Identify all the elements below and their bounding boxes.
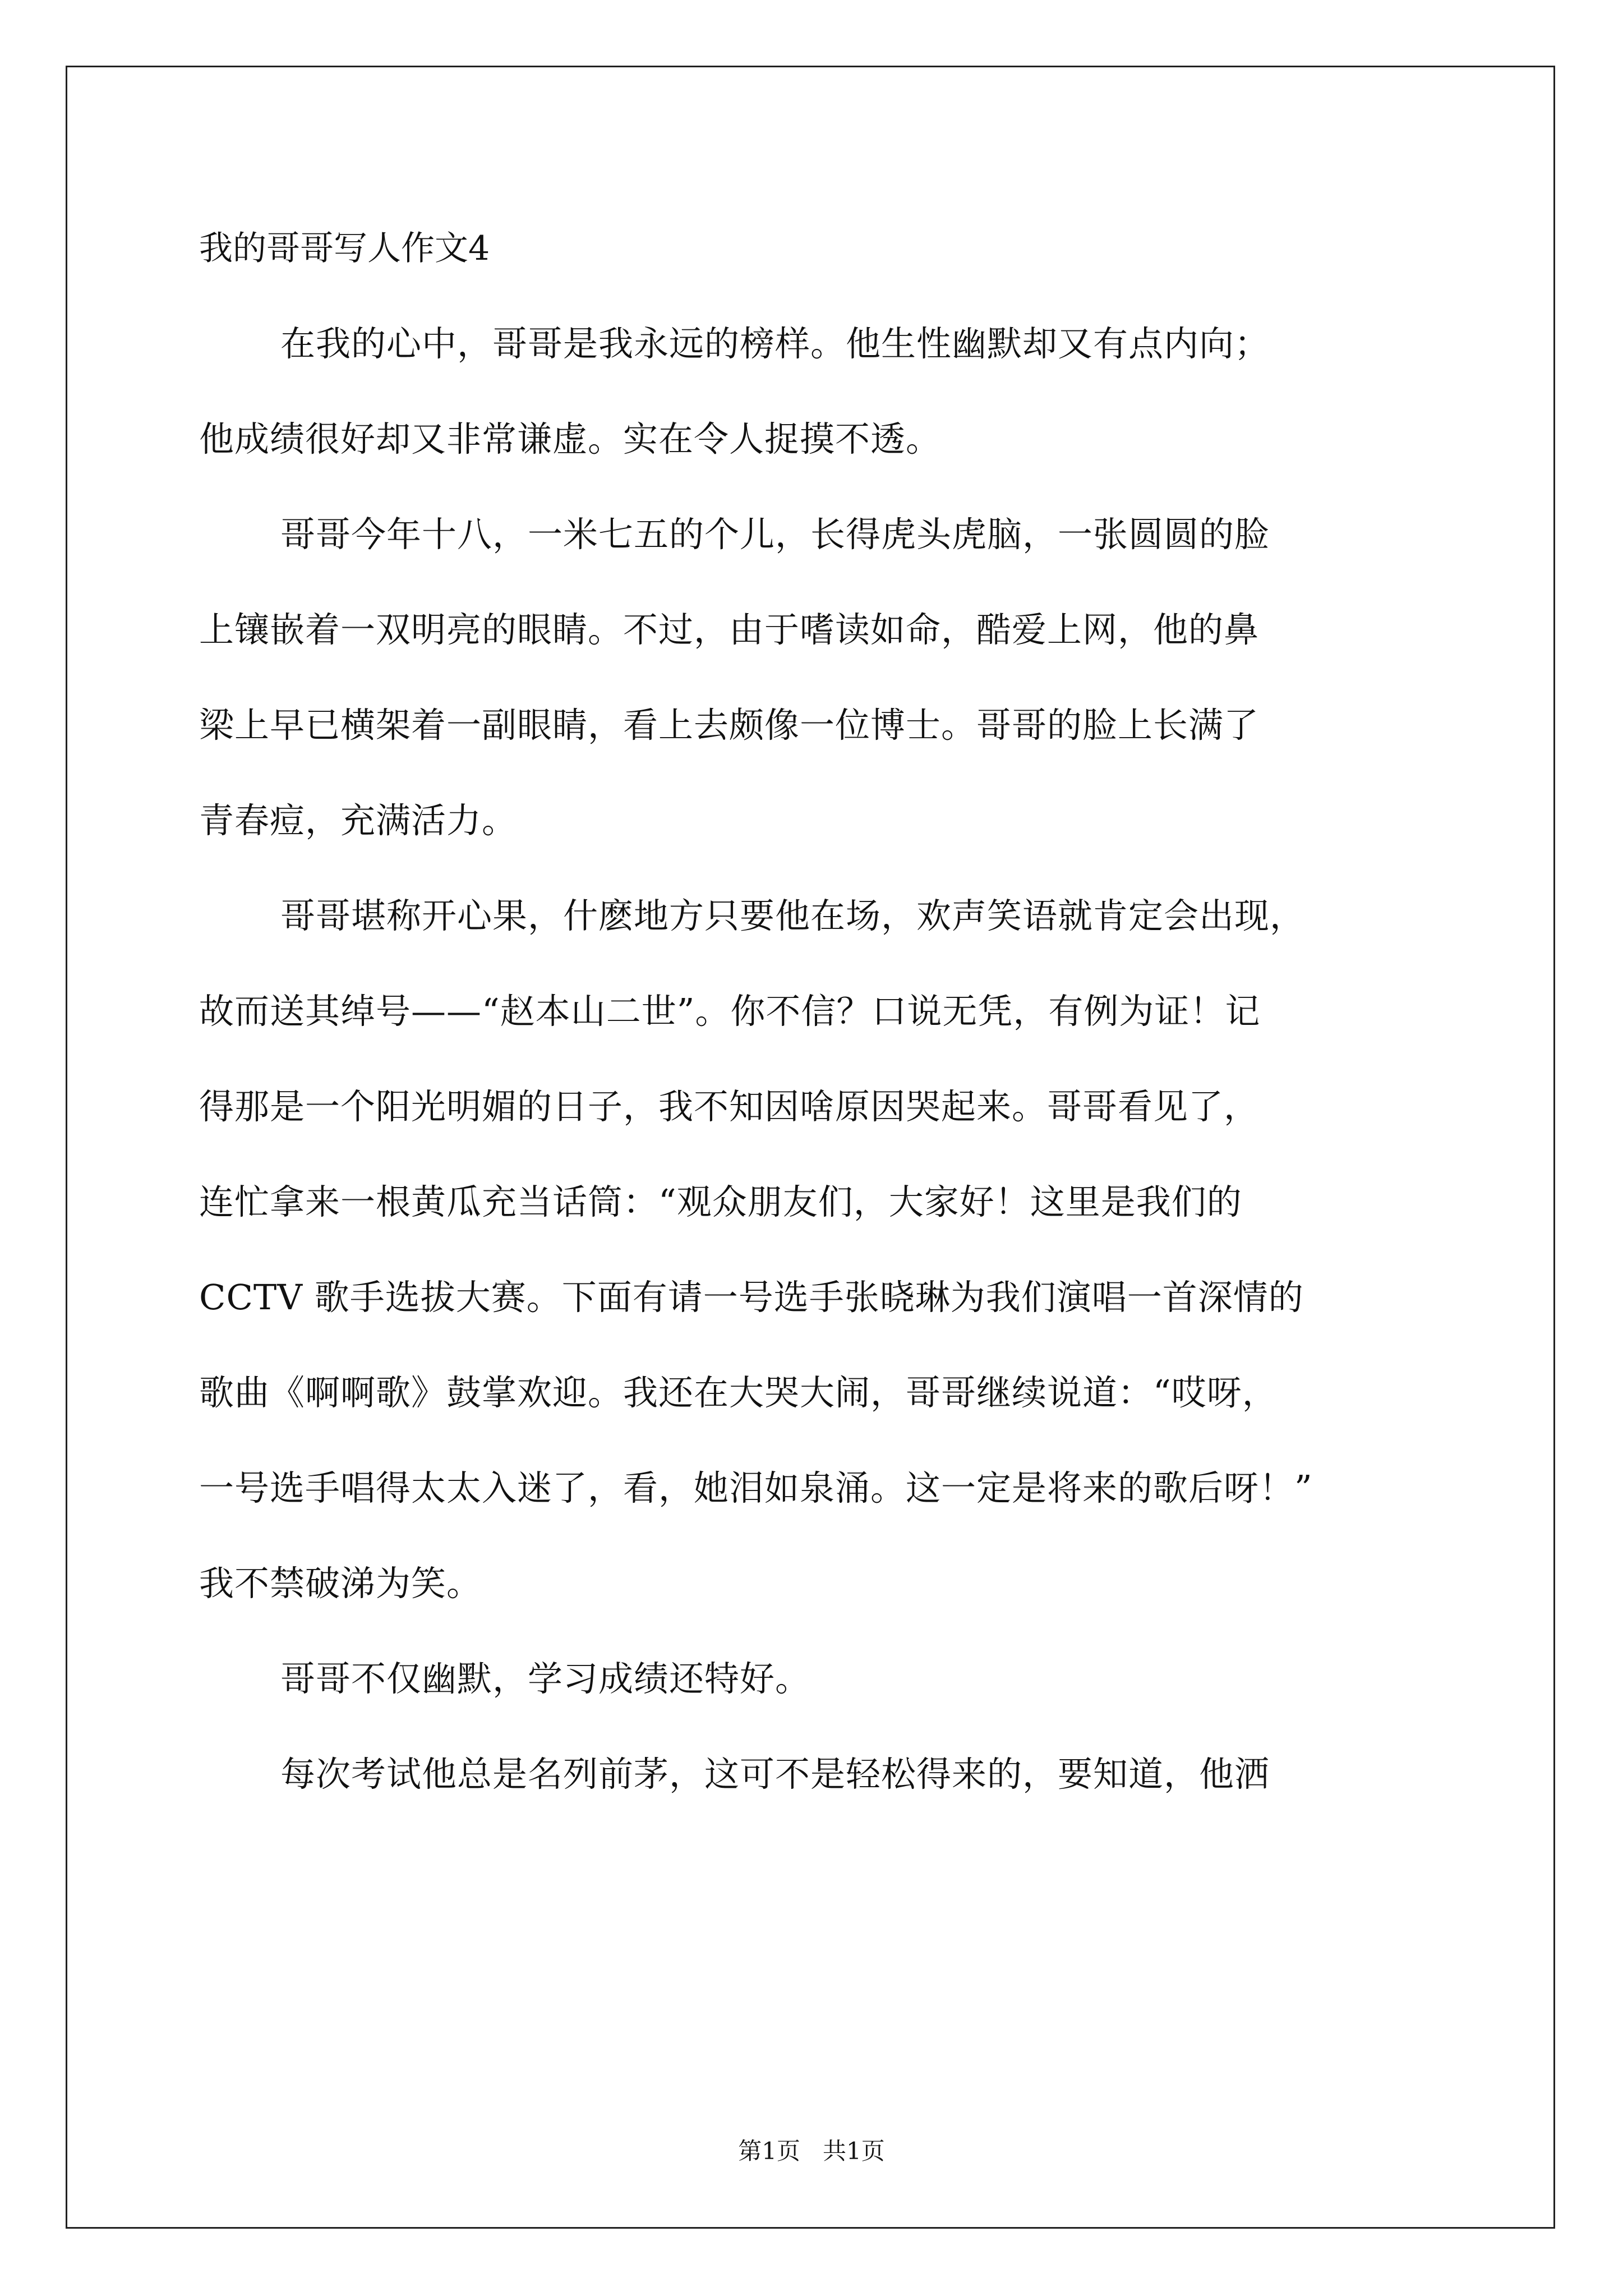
paragraph-5-line-1: 每次考试他总是名列前茅，这可不是轻松得来的，要知道，他洒 bbox=[280, 1754, 1270, 1795]
paragraph-3-line-2: 故而送其绰号——“赵本山二世”。你不信？口说无凭，有例为证！记 bbox=[199, 991, 1261, 1032]
paragraph-3-line-1: 哥哥堪称开心果，什麽地方只要他在场，欢声笑语就肯定会出现， bbox=[280, 895, 1306, 936]
page-number-footer: 第1页 共1页 bbox=[738, 2137, 885, 2165]
paragraph-3-line-6: 歌曲《啊啊歌》鼓掌欢迎。我还在大哭大闹，哥哥继续说道：“哎呀， bbox=[199, 1372, 1278, 1413]
paragraph-2-line-1: 哥哥今年十八，一米七五的个儿，长得虎头虎脑，一张圆圆的脸 bbox=[280, 514, 1270, 555]
paragraph-3-line-5: CCTV 歌手选拔大赛。下面有请一号选手张晓琳为我们演唱一首深情的 bbox=[199, 1277, 1304, 1318]
paragraph-2-line-2: 上镶嵌着一双明亮的眼睛。不过，由于嗜读如命，酷爱上网，他的鼻 bbox=[199, 609, 1260, 650]
paragraph-1-line-2: 他成绩很好却又非常谦虚。实在令人捉摸不透。 bbox=[199, 418, 942, 459]
paragraph-3-line-7: 一号选手唱得太太入迷了，看，她泪如泉涌。这一定是将来的歌后呀！” bbox=[199, 1467, 1313, 1508]
page-border bbox=[66, 66, 1555, 2229]
paragraph-1-line-1: 在我的心中，哥哥是我永远的榜样。他生性幽默却又有点内向； bbox=[280, 323, 1270, 364]
paragraph-2-line-3: 梁上早已横架着一副眼睛，看上去颇像一位博士。哥哥的脸上长满了 bbox=[199, 705, 1260, 746]
essay-title: 我的哥哥写人作文4 bbox=[199, 229, 490, 268]
paragraph-3-line-4: 连忙拿来一根黄瓜充当话筒：“观众朋友们，大家好！这里是我们的 bbox=[199, 1181, 1242, 1222]
paragraph-2-line-4: 青春痘，充满活力。 bbox=[199, 800, 518, 841]
paragraph-3-line-8: 我不禁破涕为笑。 bbox=[199, 1563, 482, 1604]
paragraph-3-line-3: 得那是一个阳光明媚的日子，我不知因啥原因哭起来。哥哥看见了， bbox=[199, 1086, 1260, 1127]
paragraph-4-line-1: 哥哥不仅幽默，学习成绩还特好。 bbox=[280, 1658, 811, 1699]
